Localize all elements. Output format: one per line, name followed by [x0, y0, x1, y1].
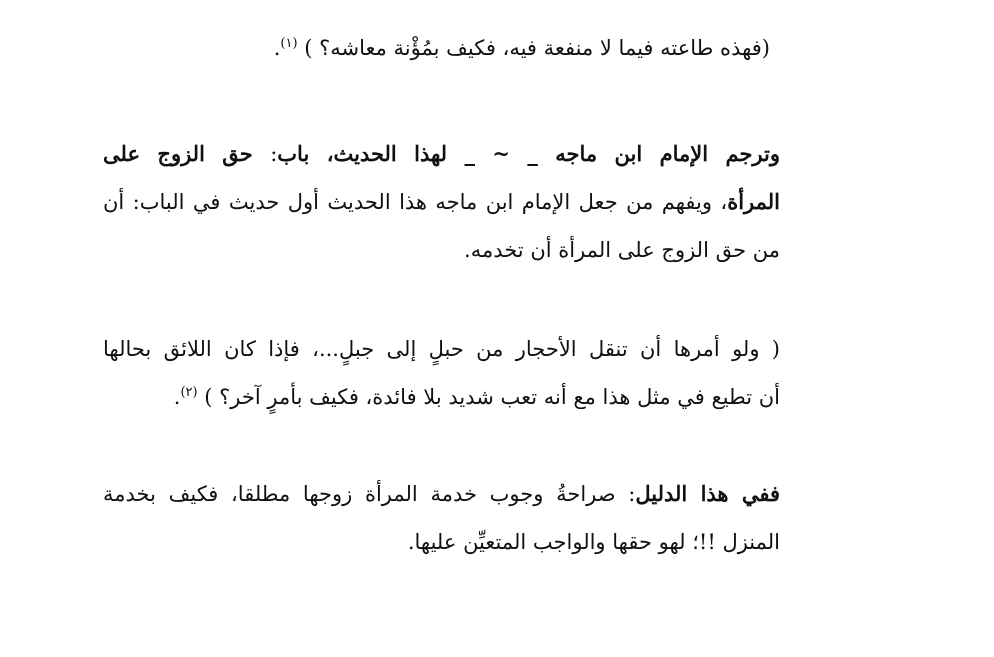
sentence-end: .: [173, 385, 181, 409]
paragraph-line: [103, 130, 780, 178]
paragraph-line: [103, 373, 780, 421]
paragraph-line: [103, 178, 780, 226]
paragraph-evidence: [103, 470, 780, 566]
paragraph-text: المنزل !!؛ لهو حقها والواجب المتعيِّن عليها.: [407, 530, 780, 554]
bold-heading-text: وترجم الإمام ابن ماجه _ ~ _ لهذا الحديث، باب: [277, 141, 780, 166]
paragraph-line: [103, 518, 780, 566]
footnote-marker-2: (٢): [180, 385, 198, 400]
paragraph-quote-1: [210, 24, 770, 72]
bold-chapter-title: حق الزوج على: [103, 141, 271, 166]
paragraph-text: من حق الزوج على المرأة أن تخدمه.: [464, 238, 780, 262]
paragraph-line: [210, 24, 770, 72]
paragraph-line: [103, 470, 780, 518]
footnote-marker-1: (١): [280, 36, 298, 51]
quote-text: (فهذه طاعته فيما لا منفعة فيه، فكيف بمُؤْنة معاشه؟ ): [304, 36, 770, 60]
bold-chapter-title-end: المرأة: [727, 189, 780, 214]
paragraph-ibn-majah: [103, 130, 780, 274]
colon: :: [270, 142, 278, 166]
sentence-end: .: [273, 36, 281, 60]
paragraph-line: [103, 226, 780, 274]
paragraph-text: ، ويفهم من جعل الإمام ابن ماجه هذا الحديث أول حديث في الباب: أن: [103, 190, 728, 214]
quote-text: ( ولو أمرها أن تنقل الأحجار من حبلٍ إلى جبلٍ...، فإذا كان اللائق بحالها: [103, 337, 780, 361]
paragraph-line: [103, 325, 780, 373]
paragraph-quote-2: [103, 325, 780, 421]
quote-text: أن تطيع في مثل هذا مع أنه تعب شديد بلا فائدة، فكيف بأمرٍ آخر؟ ): [204, 385, 780, 409]
bold-lead-text: ففي هذا الدليل: [635, 481, 780, 506]
paragraph-text: : صراحةُ وجوب خدمة المرأة زوجها مطلقا، فكيف بخدمة: [103, 482, 636, 506]
